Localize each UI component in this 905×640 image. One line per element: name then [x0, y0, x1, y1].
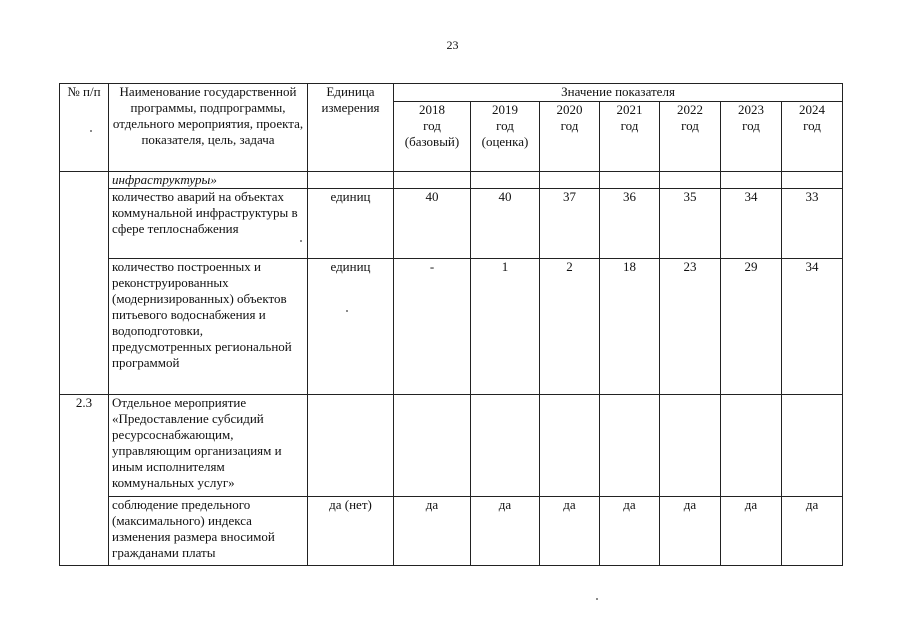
table-row: [60, 189, 843, 259]
header-year-2019: 2019 год (оценка): [471, 102, 540, 172]
row-value: да: [394, 497, 471, 566]
table-row: [60, 259, 843, 395]
row-value: [540, 172, 600, 189]
row-value: [394, 395, 471, 497]
row-unit: единиц: [308, 259, 394, 395]
header-year-2021: 2021 год: [600, 102, 660, 172]
row-value: [394, 172, 471, 189]
header-unit: Единица измерения: [308, 84, 394, 172]
scan-speck: [346, 310, 348, 312]
row-value: [471, 395, 540, 497]
table-row: [60, 497, 843, 566]
header-year-2024: 2024 год: [782, 102, 843, 172]
row-unit: [308, 172, 394, 189]
table-row: [60, 172, 843, 189]
header-year-2018: 2018 год (базовый): [394, 102, 471, 172]
row-value: да: [782, 497, 843, 566]
scan-speck: [596, 598, 598, 600]
header-year-2023: 2023 год: [721, 102, 782, 172]
row-value: [782, 395, 843, 497]
row-unit: да (нет): [308, 497, 394, 566]
header-name: Наименование государственной программы, подпрограммы, отдельного мероприятия, проекта, показателя, цель, задача: [109, 84, 308, 172]
header-row: [60, 84, 843, 102]
row-name: Отдельное мероприятие «Предоставление субсидий ресурсоснабжающим, управляющим организациям и иным исполнителям коммунальных услуг»: [109, 395, 308, 497]
row-value: [600, 395, 660, 497]
row-value: -: [394, 259, 471, 395]
row-name: количество аварий на объектах коммунальной инфраструктуры в сфере теплоснабжения: [109, 189, 308, 259]
row-value: да: [471, 497, 540, 566]
row-value: [600, 172, 660, 189]
row-value: [660, 172, 721, 189]
row-unit: единиц: [308, 189, 394, 259]
scan-speck: [90, 130, 92, 132]
row-value: да: [540, 497, 600, 566]
row-value: 1: [471, 259, 540, 395]
indicator-table: [59, 83, 843, 566]
header-num: № п/п: [60, 84, 109, 172]
row-name: количество построенных и реконструированных (модернизированных) объектов питьевого водоснабжения и водоподготовки, предусмотренных региональной программой: [109, 259, 308, 395]
row-name: инфраструктуры»: [109, 172, 308, 189]
row-value: 34: [782, 259, 843, 395]
table-row: [60, 395, 843, 497]
row-value: [660, 395, 721, 497]
header-value-group: Значение показателя: [394, 84, 843, 102]
header-year-2020: 2020 год: [540, 102, 600, 172]
row-value: 23: [660, 259, 721, 395]
row-value: 18: [600, 259, 660, 395]
row-value: [721, 395, 782, 497]
page-number: 23: [446, 38, 459, 52]
row-value: 37: [540, 189, 600, 259]
row-value: 33: [782, 189, 843, 259]
row-value: 2: [540, 259, 600, 395]
row-value: да: [660, 497, 721, 566]
row-value: 36: [600, 189, 660, 259]
row-unit: [308, 395, 394, 497]
row-name: соблюдение предельного (максимального) индекса изменения размера вносимой гражданами платы: [109, 497, 308, 566]
row-value: 35: [660, 189, 721, 259]
row-value: [471, 172, 540, 189]
row-value: 34: [721, 189, 782, 259]
scan-speck: [300, 240, 302, 242]
row-num: [60, 172, 109, 395]
row-num: 2.3: [60, 395, 109, 566]
row-value: [540, 395, 600, 497]
row-value: 40: [471, 189, 540, 259]
row-value: 29: [721, 259, 782, 395]
header-year-2022: 2022 год: [660, 102, 721, 172]
row-value: [721, 172, 782, 189]
row-value: да: [600, 497, 660, 566]
row-value: [782, 172, 843, 189]
row-value: да: [721, 497, 782, 566]
row-value: 40: [394, 189, 471, 259]
